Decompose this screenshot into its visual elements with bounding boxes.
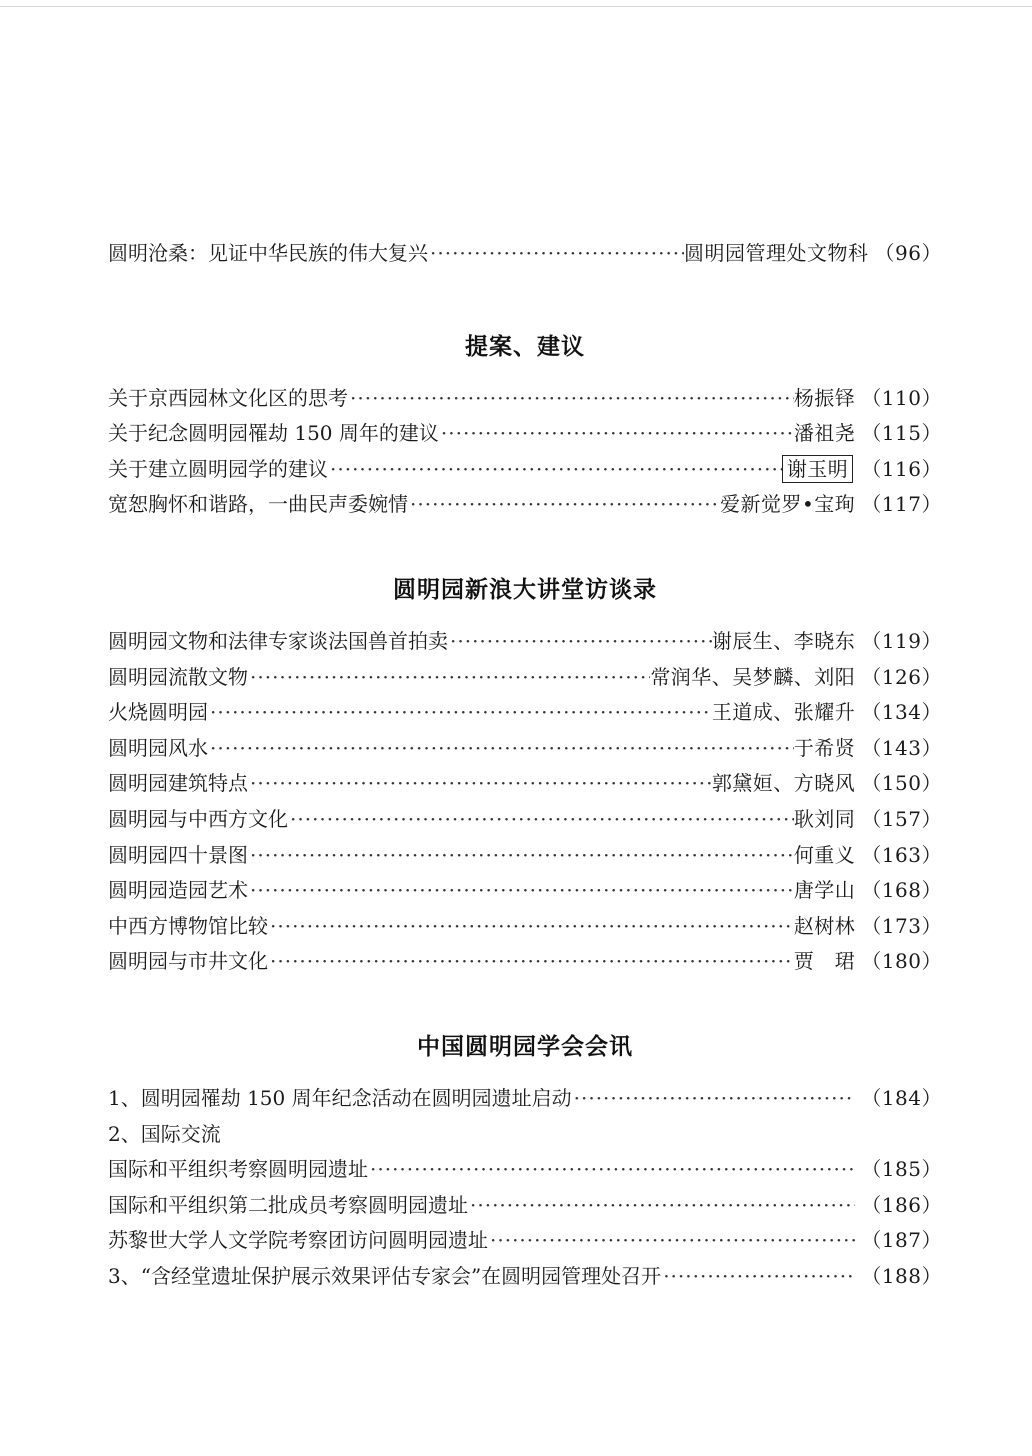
entry-title: 3、“含经堂遗址保护展示效果评估专家会”在圆明园管理处召开 — [108, 1263, 662, 1288]
entry-page: （115） — [861, 421, 942, 446]
entry-page: （186） — [861, 1192, 942, 1217]
toc-entry[interactable] — [108, 1152, 942, 1188]
dot-leader — [348, 381, 794, 417]
entry-page: （157） — [861, 806, 942, 831]
section-heading-interviews: 圆明园新浪大讲堂访谈录 — [393, 576, 657, 603]
entry-page: （173） — [861, 913, 942, 938]
toc-page — [108, 236, 942, 1294]
entry-author: 谢辰生、李晓东 — [711, 628, 856, 653]
entry-title: 关于京西园林文化区的思考 — [108, 385, 348, 410]
entry-author-boxed: 谢玉明 — [782, 455, 854, 483]
entry-title: 国际和平组织第二批成员考察圆明园遗址 — [108, 1192, 468, 1217]
entry-title: 圆明沧桑：见证中华民族的伟大复兴 — [108, 241, 428, 265]
entry-page: （119） — [861, 628, 942, 653]
entry-page: （184） — [861, 1085, 942, 1110]
dot-leader — [268, 909, 794, 945]
dot-leader — [439, 416, 794, 452]
entry-title: 圆明园文物和法律专家谈法国兽首拍卖 — [108, 628, 448, 653]
toc-entry-top[interactable] — [108, 236, 942, 272]
toc-entry[interactable] — [108, 873, 942, 909]
section-heading-society-news: 中国圆明园学会会讯 — [417, 1033, 633, 1060]
entry-author: 圆明园管理处文物科 — [684, 241, 869, 265]
entry-author: 于希贤 — [793, 735, 856, 760]
dot-leader — [328, 452, 782, 488]
dot-leader — [661, 1259, 855, 1295]
entry-title: 关于纪念圆明园罹劫 150 周年的建议 — [108, 421, 439, 446]
entry-page: （117） — [861, 492, 942, 517]
entry-page: （185） — [861, 1157, 942, 1182]
toc-entry[interactable] — [108, 624, 942, 660]
entry-title: 火烧圆明园 — [108, 700, 208, 725]
toc-entry[interactable] — [108, 766, 942, 802]
dot-leader — [408, 487, 720, 523]
section-heading-proposals: 提案、建议 — [465, 333, 585, 360]
entry-page: （150） — [861, 771, 942, 796]
toc-entry[interactable] — [108, 695, 942, 731]
dot-leader — [248, 660, 650, 696]
toc-entry[interactable] — [108, 909, 942, 945]
dot-leader — [368, 1152, 855, 1188]
entry-author: 唐学山 — [793, 878, 856, 903]
dot-leader — [208, 695, 712, 731]
entry-title: 苏黎世大学人文学院考察团访问圆明园遗址 — [108, 1228, 488, 1253]
entry-page: （180） — [861, 949, 942, 974]
toc-entry[interactable] — [108, 1081, 942, 1117]
entry-title: 圆明园与市井文化 — [108, 949, 268, 974]
dot-leader — [268, 944, 794, 980]
dot-leader — [248, 873, 794, 909]
entry-author: 郭黛姮、方晓风 — [711, 771, 856, 796]
entry-title: 圆明园风水 — [108, 735, 208, 760]
entry-title: 国际和平组织考察圆明园遗址 — [108, 1157, 368, 1182]
dot-leader — [208, 731, 794, 767]
toc-entry[interactable] — [108, 1188, 942, 1224]
dot-leader — [288, 802, 794, 838]
entry-author: 杨振铎 — [793, 385, 856, 410]
entry-title: 圆明园四十景图 — [108, 842, 248, 867]
entry-page: （168） — [861, 878, 942, 903]
entry-title: 1、圆明园罹劫 150 周年纪念活动在圆明园遗址启动 — [108, 1085, 572, 1110]
toc-entry[interactable] — [108, 944, 942, 980]
top-rule — [0, 6, 1032, 7]
entry-author: 王道成、张耀升 — [711, 700, 856, 725]
entry-title: 关于建立圆明园学的建议 — [108, 456, 328, 481]
toc-entry[interactable] — [108, 731, 942, 767]
entry-page: （96） — [874, 241, 942, 265]
entry-author: 耿刘同 — [793, 806, 856, 831]
toc-entry[interactable] — [108, 838, 942, 874]
entry-author: 潘祖尧 — [793, 421, 856, 446]
toc-entry[interactable] — [108, 1223, 942, 1259]
toc-entry[interactable] — [108, 452, 942, 488]
entry-author: 贾 珺 — [793, 949, 856, 974]
entry-page: （187） — [861, 1228, 942, 1253]
entry-page: （188） — [861, 1263, 942, 1288]
toc-entry[interactable] — [108, 416, 942, 452]
toc-entry[interactable] — [108, 802, 942, 838]
entry-title: 圆明园流散文物 — [108, 664, 248, 689]
entry-title: 2、国际交流 — [108, 1121, 221, 1146]
entry-author: 常润华、吴梦麟、刘阳 — [650, 664, 856, 689]
entry-page: （163） — [861, 842, 942, 867]
dot-leader — [448, 624, 712, 660]
entry-author: 何重义 — [793, 842, 856, 867]
entry-author: 赵树林 — [793, 913, 856, 938]
toc-entry[interactable] — [108, 381, 942, 417]
toc-subheading[interactable] — [108, 1117, 942, 1153]
dot-leader — [248, 766, 712, 802]
entry-title: 宽恕胸怀和谐路，一曲民声委婉情 — [108, 492, 408, 517]
entry-title: 圆明园与中西方文化 — [108, 806, 288, 831]
entry-page: （143） — [861, 735, 942, 760]
entry-title: 圆明园造园艺术 — [108, 878, 248, 903]
toc-entry[interactable] — [108, 1259, 942, 1295]
entry-page: （116） — [861, 456, 942, 481]
entry-page: （110） — [861, 385, 942, 410]
dot-leader — [428, 236, 684, 272]
entry-title: 圆明园建筑特点 — [108, 771, 248, 796]
toc-entry[interactable] — [108, 487, 942, 523]
dot-leader — [572, 1081, 856, 1117]
dot-leader — [488, 1223, 855, 1259]
entry-page: （134） — [861, 700, 942, 725]
dot-leader — [248, 838, 794, 874]
entry-title: 中西方博物馆比较 — [108, 913, 268, 938]
toc-entry[interactable] — [108, 660, 942, 696]
dot-leader — [468, 1188, 855, 1224]
entry-page: （126） — [861, 664, 942, 689]
entry-author: 爱新觉罗•宝珣 — [720, 492, 856, 517]
